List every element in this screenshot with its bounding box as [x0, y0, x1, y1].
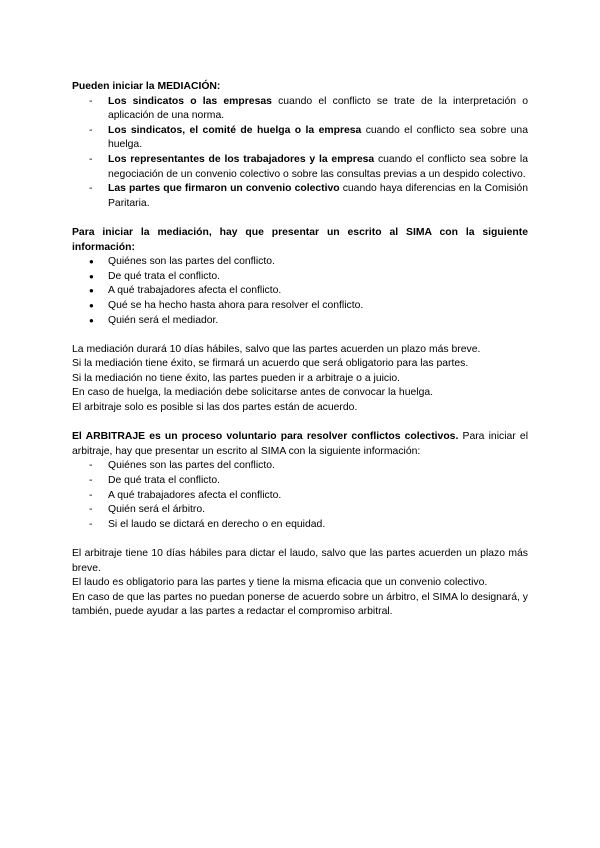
list-item: - Las partes que firmaron un convenio colectivo cuando haya diferencias en la Comisión Paritaria. [72, 182, 528, 211]
list-item: - De qué trata el conflicto. [72, 474, 528, 489]
mediation-initiators-list [72, 95, 528, 212]
mediation-heading: Pueden iniciar la MEDIACIÓN: [72, 81, 221, 92]
arbitration-intro: El ARBITRAJE es un proceso voluntario para resolver conflictos colectivos. Para iniciar el arbitraje, hay que presentar un escrito al SIMA con la siguiente información: [72, 431, 528, 457]
list-item: - Quiénes son las partes del conflicto. [72, 459, 528, 474]
mediation-rules-paragraph [72, 343, 528, 416]
list-item: ● Qué se ha hecho hasta ahora para resolver el conflicto. [72, 299, 528, 314]
list-item: - Quién será el árbitro. [72, 503, 528, 518]
arbitration-rules-paragraph [72, 547, 528, 620]
list-item: - A qué trabajadores afecta el conflicto. [72, 489, 528, 504]
text-line: El laudo es obligatorio para las partes y tiene la misma eficacia que un convenio colectivo. [72, 577, 488, 589]
text-line: En caso de que las partes no puedan ponerse de acuerdo sobre un árbitro, el SIMA lo designará, y también, puede ayudar a las partes a redactar el compromiso arbitral. [72, 591, 528, 618]
list-item: - Si el laudo se dictará en derecho o en equidad. [72, 518, 528, 533]
arbitration-info-list [72, 459, 528, 532]
list-item: - Los representantes de los trabajadores y la empresa cuando el conflicto sea sobre la negociación de un convenio colectivo o sobre las consultas previas a un despido colectivo. [72, 153, 528, 182]
text-line: La mediación durará 10 días hábiles, salvo que las partes acuerden un plazo más breve. [72, 343, 481, 355]
list-item: ● Quién será el mediador. [72, 314, 528, 329]
mediation-request-heading: Para iniciar la mediación, hay que presentar un escrito al SIMA con la siguiente información: [72, 226, 528, 253]
text-line: Si la mediación no tiene éxito, las partes pueden ir a arbitraje o a juicio. [72, 372, 401, 384]
mediation-info-list [72, 255, 528, 328]
list-item: ● Quiénes son las partes del conflicto. [72, 255, 528, 270]
list-item: - Los sindicatos, el comité de huelga o la empresa cuando el conflicto sea sobre una huelga. [72, 124, 528, 153]
text-line: Si la mediación tiene éxito, se firmará un acuerdo que será obligatorio para las partes. [72, 358, 469, 370]
text-line: En caso de huelga, la mediación debe solicitarse antes de convocar la huelga. [72, 387, 434, 399]
list-item: - Los sindicatos o las empresas cuando el conflicto se trate de la interpretación o aplicación de una norma. [72, 95, 528, 124]
list-item: ● De qué trata el conflicto. [72, 270, 528, 285]
list-item: ● A qué trabajadores afecta el conflicto. [72, 284, 528, 299]
text-line: El arbitraje tiene 10 días hábiles para dictar el laudo, salvo que las partes acuerden un plazo más breve. [72, 548, 528, 574]
text-line: El arbitraje solo es posible si las dos partes están de acuerdo. [72, 402, 358, 414]
